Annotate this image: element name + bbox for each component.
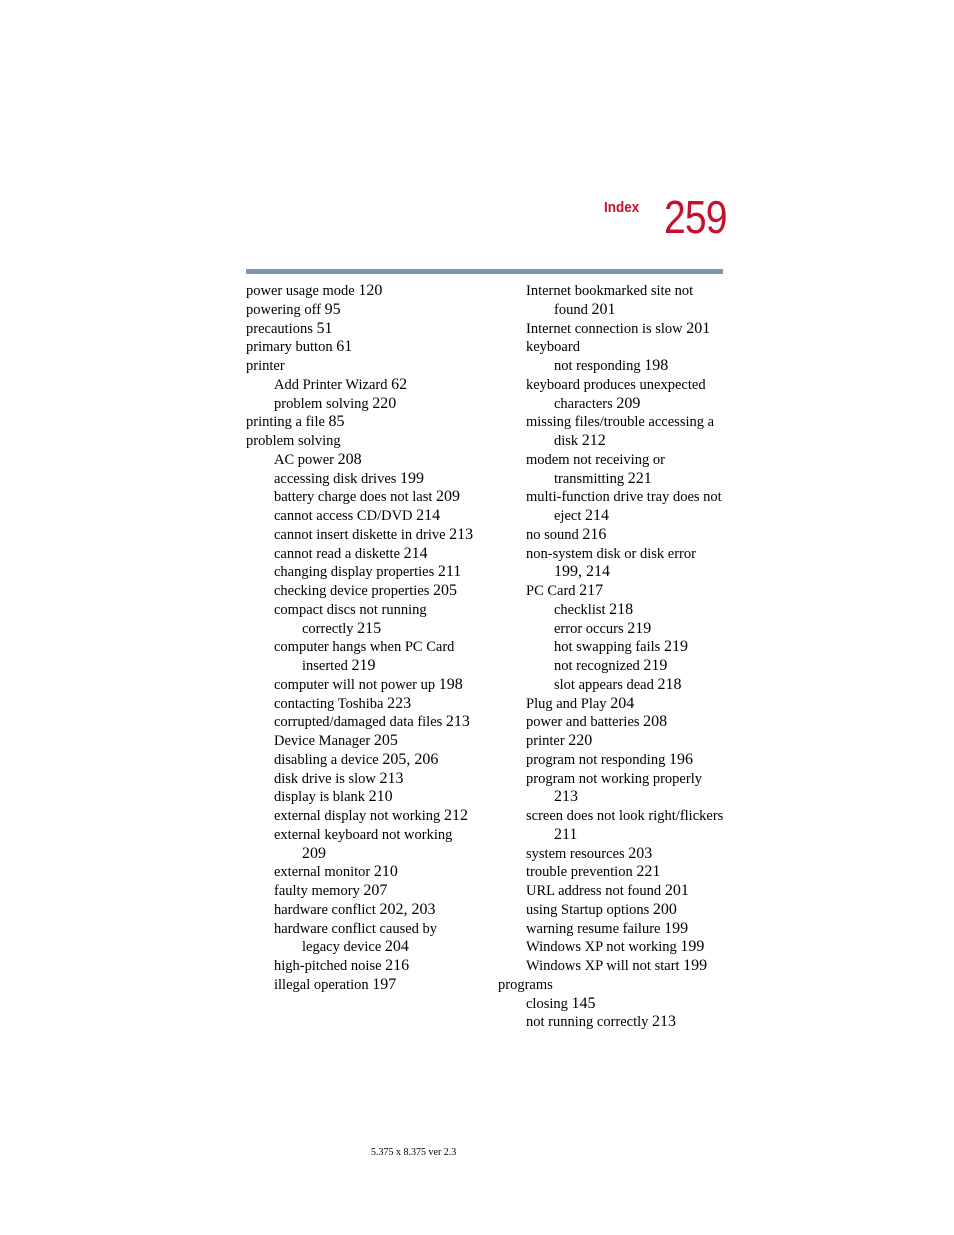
- index-entry-term: computer will not power up: [274, 676, 439, 693]
- index-entry-page: 199: [664, 919, 689, 937]
- index-entry: [498, 338, 728, 357]
- index-entry-page: 211: [437, 563, 462, 581]
- index-entry-term: printer: [526, 733, 569, 749]
- index-entry: [498, 920, 728, 939]
- index-entry-term: keyboard produces unexpected: [526, 376, 706, 393]
- index-entry: [498, 488, 728, 507]
- index-entry: [498, 657, 728, 676]
- section-label: Index: [604, 199, 640, 216]
- index-entry-page: 197: [372, 975, 397, 993]
- index-entry: [498, 845, 728, 864]
- index-entry-term: power and batteries: [526, 714, 644, 731]
- header-divider: [246, 269, 723, 274]
- index-entry-term: cannot read a diskette: [274, 545, 404, 562]
- index-entry-term: not responding: [554, 358, 645, 374]
- index-entry-term: checking device properties: [274, 583, 434, 599]
- index-entry-page: 202, 203: [379, 900, 436, 918]
- index-entry-page: 209: [616, 394, 641, 412]
- index-entry-term: programs: [498, 976, 553, 993]
- index-entry-term: changing display properties: [274, 564, 438, 581]
- index-entry-term: missing files/trouble accessing a: [526, 414, 715, 431]
- index-entry-term: program not working properly: [526, 770, 702, 787]
- index-entry: [246, 395, 486, 414]
- index-entry-term: powering off: [246, 301, 325, 318]
- index-entry-term: Add Printer Wizard: [274, 376, 392, 393]
- index-entry-term: closing: [526, 995, 572, 1012]
- index-entry-term: high-pitched noise: [274, 958, 386, 974]
- index-entry: [498, 957, 728, 976]
- index-entry: [246, 282, 486, 301]
- index-entry-term: Windows XP will not start: [526, 958, 684, 974]
- index-entry-page: 210: [373, 863, 398, 881]
- index-entry-page: 199: [400, 469, 425, 487]
- index-entry-page: 216: [385, 957, 410, 974]
- index-entry-page: 219: [663, 638, 688, 656]
- index-entry-term: contacting Toshiba: [274, 695, 388, 712]
- index-entry: [498, 751, 728, 770]
- index-entry: [246, 488, 486, 507]
- index-entry-page: 205: [433, 582, 458, 599]
- index-entry-page: 220: [568, 732, 593, 749]
- index-entry: [498, 938, 728, 957]
- index-entry: [498, 301, 728, 320]
- index-entry-term: inserted: [302, 658, 352, 674]
- index-entry: [498, 826, 728, 845]
- index-entry-page: 213: [445, 713, 470, 731]
- index-entry: [498, 863, 728, 882]
- index-column-left: [246, 282, 486, 995]
- index-entry-page: 215: [357, 619, 382, 637]
- index-entry: [246, 938, 486, 957]
- index-entry-term: primary button: [246, 339, 337, 356]
- index-entry-term: compact discs not running: [274, 601, 427, 618]
- index-entry: [246, 788, 486, 807]
- index-entry: [246, 882, 486, 901]
- index-entry-page: 209: [302, 844, 326, 862]
- index-entry: [246, 826, 486, 845]
- index-entry-term: transmitting: [554, 470, 628, 487]
- index-entry-term: correctly: [302, 620, 358, 637]
- index-entry: [498, 413, 728, 432]
- index-entry-term: keyboard: [526, 339, 580, 356]
- index-entry-term: no sound: [526, 526, 583, 543]
- index-entry: [498, 470, 728, 489]
- index-entry-term: characters: [554, 395, 617, 412]
- index-entry-page: 145: [571, 994, 596, 1012]
- index-entry-page: 212: [581, 432, 606, 449]
- index-entry-term: Plug and Play: [526, 695, 611, 712]
- index-entry-term: disabling a device: [274, 751, 383, 768]
- index-entry-page: 219: [351, 657, 376, 674]
- index-entry: [246, 620, 486, 639]
- index-entry-page: 198: [438, 675, 463, 693]
- index-entry-page: 201: [591, 300, 616, 318]
- index-entry-page: 62: [391, 375, 408, 393]
- index-entry-term: legacy device: [302, 939, 385, 956]
- index-entry: [246, 582, 486, 601]
- index-entry-page: 218: [609, 600, 634, 618]
- index-entry-term: battery charge does not last: [274, 489, 436, 506]
- index-entry-page: 200: [652, 900, 677, 918]
- index-entry-page: 216: [582, 525, 607, 543]
- index-entry: [246, 845, 486, 864]
- index-entry: [246, 976, 486, 995]
- index-entry-term: AC power: [274, 451, 338, 468]
- index-entry-page: 203: [628, 844, 653, 862]
- index-entry: [498, 676, 728, 695]
- index-entry-page: 221: [636, 863, 661, 881]
- index-entry-term: Internet bookmarked site not: [526, 283, 694, 299]
- index-entry: [498, 713, 728, 732]
- index-entry-page: 213: [449, 525, 474, 543]
- index-entry: [498, 601, 728, 620]
- index-entry: [498, 695, 728, 714]
- index-entry: [498, 395, 728, 414]
- index-entry-page: 196: [668, 750, 693, 768]
- index-entry: [498, 526, 728, 545]
- index-entry: [498, 976, 728, 995]
- index-entry-term: PC Card: [526, 583, 580, 599]
- index-entry-term: external display not working: [274, 808, 444, 824]
- index-entry-term: program not responding: [526, 751, 669, 768]
- index-entry: [246, 713, 486, 732]
- index-entry-page: 211: [554, 825, 578, 843]
- index-entry-page: 212: [443, 807, 468, 824]
- index-entry-term: not recognized: [554, 658, 644, 674]
- index-entry-term: error occurs: [554, 620, 628, 637]
- index-entry-term: multi-function drive tray does not: [526, 489, 722, 506]
- index-entry: [246, 301, 486, 320]
- index-entry-term: screen does not look right/flickers: [526, 808, 724, 824]
- index-entry: [246, 920, 486, 939]
- index-entry-page: 207: [363, 882, 388, 899]
- index-entry-page: 214: [403, 544, 428, 562]
- index-entry-page: 208: [643, 713, 668, 731]
- index-entry: [246, 676, 486, 695]
- index-entry-page: 214: [585, 507, 609, 524]
- index-entry-page: 85: [328, 413, 345, 431]
- index-entry-term: checklist: [554, 601, 610, 618]
- index-entry: [498, 995, 728, 1014]
- index-entry-page: 199: [683, 957, 708, 974]
- index-entry: [246, 601, 486, 620]
- index-entry-page: 213: [554, 788, 578, 806]
- index-entry: [498, 901, 728, 920]
- index-entry: [498, 770, 728, 789]
- index-entry: [246, 751, 486, 770]
- index-entry: [498, 582, 728, 601]
- index-entry: [246, 413, 486, 432]
- index-entry-page: 219: [643, 657, 668, 674]
- index-entry: [498, 451, 728, 470]
- index-entry-term: Internet connection is slow: [526, 320, 687, 337]
- index-entry-term: problem solving: [246, 433, 341, 449]
- index-entry-term: cannot access CD/DVD: [274, 508, 417, 524]
- index-entry-term: computer hangs when PC Card: [274, 639, 455, 656]
- index-entry: [498, 282, 728, 301]
- index-entry: [246, 770, 486, 789]
- index-entry-page: 205, 206: [382, 750, 439, 768]
- index-entry-page: 214: [416, 507, 441, 524]
- index-entry-term: cannot insert diskette in drive: [274, 526, 450, 543]
- index-entry-page: 208: [337, 450, 362, 468]
- index-entry-term: external keyboard not working: [274, 826, 453, 843]
- index-entry: [498, 563, 728, 582]
- index-entry-page: 201: [686, 319, 711, 337]
- index-entry: [246, 638, 486, 657]
- index-column-right: [498, 282, 728, 1032]
- index-entry: [246, 451, 486, 470]
- index-entry-page: 61: [336, 338, 353, 356]
- index-entry-page: 217: [579, 582, 604, 599]
- index-entry: [246, 807, 486, 826]
- index-entry: [246, 320, 486, 339]
- index-entry: [498, 807, 728, 826]
- index-entry-page: 220: [372, 394, 397, 412]
- index-entry-term: corrupted/damaged data files: [274, 714, 446, 731]
- index-entry: [246, 470, 486, 489]
- index-entry: [246, 732, 486, 751]
- index-entry-term: printing a file: [246, 414, 329, 431]
- index-entry-term: disk: [554, 433, 582, 449]
- index-entry-page: 120: [358, 282, 383, 299]
- page-number: 259: [664, 191, 727, 243]
- index-entry: [246, 432, 486, 451]
- index-entry: [498, 788, 728, 807]
- index-entry-term: found: [554, 301, 592, 318]
- index-entry-term: display is blank: [274, 789, 369, 806]
- index-entry-page: 210: [368, 788, 393, 806]
- index-entry-page: 223: [387, 694, 412, 712]
- index-entry-term: system resources: [526, 845, 629, 862]
- index-entry-term: hot swapping fails: [554, 639, 664, 656]
- index-entry: [246, 507, 486, 526]
- index-entry: [498, 620, 728, 639]
- index-entry: [498, 638, 728, 657]
- index-entry: [246, 376, 486, 395]
- index-entry-page: 204: [384, 938, 409, 956]
- index-entry: [246, 657, 486, 676]
- index-entry: [246, 563, 486, 582]
- index-entry-page: 219: [627, 619, 652, 637]
- index-entry-page: 199, 214: [554, 563, 610, 581]
- index-entry: [498, 732, 728, 751]
- index-entry-term: warning resume failure: [526, 920, 665, 937]
- index-entry-page: 218: [657, 675, 682, 693]
- index-entry-term: non-system disk or disk error: [526, 545, 696, 562]
- index-entry-term: printer: [246, 358, 285, 374]
- index-entry: [246, 338, 486, 357]
- index-entry-page: 213: [652, 1013, 677, 1031]
- index-entry-term: faulty memory: [274, 883, 364, 899]
- index-entry-term: accessing disk drives: [274, 470, 401, 487]
- index-entry-page: 204: [610, 694, 635, 712]
- index-entry-term: power usage mode: [246, 283, 359, 299]
- index-entry: [246, 863, 486, 882]
- index-entry-term: hardware conflict: [274, 901, 380, 918]
- index-entry-term: Windows XP not working: [526, 939, 681, 956]
- index-entry: [246, 695, 486, 714]
- index-entry-term: hardware conflict caused by: [274, 920, 438, 937]
- index-entry-page: 201: [664, 882, 689, 899]
- index-entry: [246, 901, 486, 920]
- index-entry-page: 213: [379, 769, 404, 787]
- index-entry-term: slot appears dead: [554, 676, 658, 693]
- index-entry-term: precautions: [246, 320, 317, 337]
- index-entry-term: problem solving: [274, 395, 373, 412]
- index-entry-term: illegal operation: [274, 976, 373, 993]
- index-entry: [498, 545, 728, 564]
- index-entry-term: using Startup options: [526, 901, 653, 918]
- index-entry-term: disk drive is slow: [274, 770, 380, 787]
- index-entry: [498, 357, 728, 376]
- index-entry-term: Device Manager: [274, 733, 374, 749]
- index-entry-term: external monitor: [274, 864, 374, 881]
- index-entry: [498, 320, 728, 339]
- index-entry-page: 198: [644, 357, 669, 374]
- index-entry-page: 221: [627, 469, 652, 487]
- index-entry-term: URL address not found: [526, 883, 665, 899]
- index-entry-term: not running correctly: [526, 1014, 653, 1031]
- index-entry: [498, 432, 728, 451]
- index-entry: [246, 545, 486, 564]
- index-entry-term: modem not receiving or: [526, 451, 665, 468]
- index-entry-page: 199: [680, 938, 705, 956]
- index-entry: [498, 882, 728, 901]
- index-entry: [498, 376, 728, 395]
- index-entry-page: 205: [373, 732, 398, 749]
- index-entry: [246, 957, 486, 976]
- index-entry: [246, 357, 486, 376]
- index-entry-term: eject: [554, 508, 585, 524]
- index-entry: [498, 1013, 728, 1032]
- index-entry-page: 51: [316, 319, 333, 337]
- index-entry-page: 95: [324, 300, 341, 318]
- index-entry-term: trouble prevention: [526, 864, 637, 881]
- index-entry: [498, 507, 728, 526]
- index-entry: [246, 526, 486, 545]
- footer-note: 5.375 x 8.375 ver 2.3: [371, 1147, 457, 1158]
- index-entry-page: 209: [436, 488, 460, 506]
